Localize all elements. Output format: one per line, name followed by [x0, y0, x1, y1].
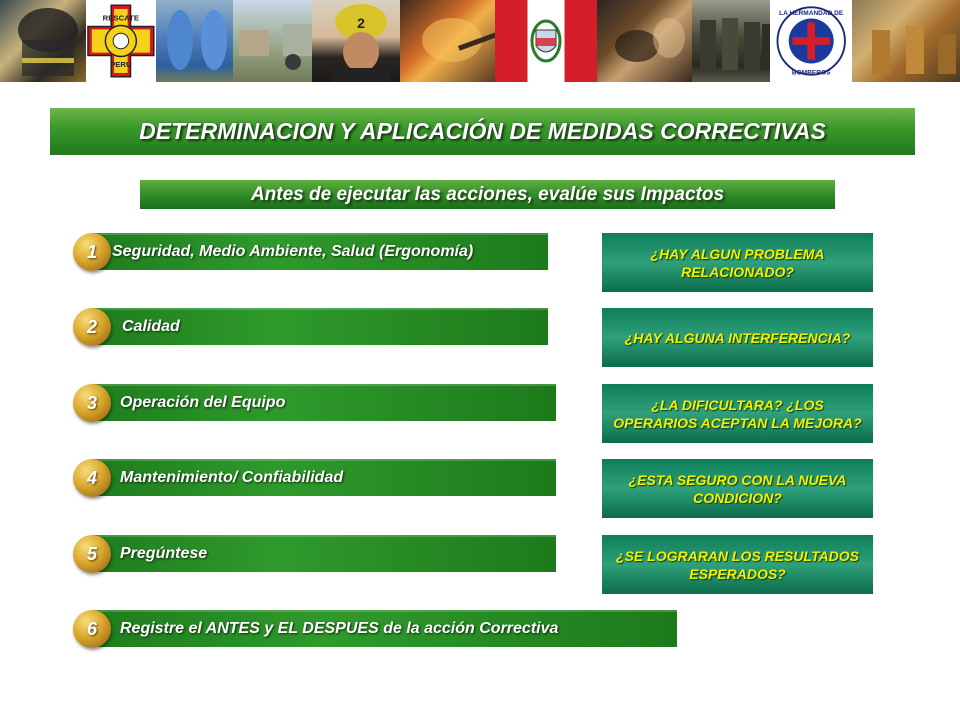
banner-hazmat-photo	[156, 0, 233, 82]
item-number-badge-5: 5	[73, 535, 111, 573]
photo-banner	[0, 0, 960, 82]
item-bar-3	[92, 384, 556, 421]
banner-firefighter-portrait	[312, 0, 401, 82]
peru-coat-of-arms-icon	[526, 16, 566, 66]
banner-fire-crew-photo	[852, 0, 960, 82]
firefighter-crew-icon	[692, 0, 770, 82]
title-bar	[50, 108, 915, 155]
banner-firefighter-photo	[0, 0, 86, 82]
hermandad-badge-bottom-text: BOMBEROS	[791, 69, 831, 77]
item-label-4: Mantenimiento/ Confiabilidad	[120, 468, 344, 486]
item-number-badge-3: 3	[73, 384, 111, 422]
street-scene-icon	[233, 0, 312, 82]
question-box-2	[602, 308, 873, 367]
item-bar-4	[92, 459, 556, 496]
banner-fire-painting	[400, 0, 495, 82]
page-title: DETERMINACION Y APLICACIÓN DE MEDIDAS CORRECTIVAS	[139, 118, 826, 144]
item-label-3: Operación del Equipo	[120, 393, 286, 411]
banner-rescate-badge	[86, 0, 156, 82]
item-label-2: Calidad	[122, 317, 180, 335]
page-subtitle: Antes de ejecutar las acciones, evalúe sus Impactos	[250, 183, 725, 205]
question-box-1	[602, 233, 873, 292]
banner-hermandad-badge	[770, 0, 852, 82]
hermandad-badge-top-text: LA HERMANDAD DE	[778, 9, 844, 17]
question-box-5	[602, 535, 873, 594]
rescate-badge-top-text: RESCATE	[102, 13, 140, 23]
question-text-1: ¿HAY ALGUN PROBLEMA RELACIONADO?	[650, 245, 825, 280]
rescate-cross-badge-icon	[86, 2, 156, 80]
item-label-6: Registre el ANTES y EL DESPUES de la acción Correctiva	[120, 619, 559, 637]
firefighter-portrait-icon	[312, 0, 401, 82]
hermandad-bomberos-badge-icon	[770, 1, 852, 81]
rescue-operation-icon	[597, 0, 692, 82]
banner-crew-photo	[692, 0, 770, 82]
question-text-5: ¿SE LOGRARAN LOS RESULTADOS ESPERADOS?	[616, 547, 859, 582]
helmet-number-text: 2	[356, 15, 365, 31]
question-text-2: ¿HAY ALGUNA INTERFERENCIA?	[624, 329, 851, 346]
banner-rescue-photo	[597, 0, 692, 82]
item-bar-1	[92, 233, 548, 270]
fire-crew-working-icon	[852, 0, 960, 82]
question-text-3: ¿LA DIFICULTARA? ¿LOS OPERARIOS ACEPTAN LA MEJORA?	[613, 396, 862, 431]
item-bar-2	[92, 308, 548, 345]
banner-peru-flag	[495, 0, 596, 82]
fire-scene-icon	[400, 0, 495, 82]
item-label-1: Seguridad, Medio Ambiente, Salud (Ergonomía)	[112, 242, 474, 260]
hazmat-suits-icon	[156, 0, 233, 82]
item-number-badge-6: 6	[73, 610, 111, 648]
item-label-5: Pregúntese	[120, 544, 208, 562]
banner-street-photo	[233, 0, 312, 82]
subtitle-bar	[140, 180, 835, 209]
item-bar-6	[92, 610, 677, 647]
item-bar-5	[92, 535, 556, 572]
question-box-4	[602, 459, 873, 518]
item-number-badge-1: 1	[73, 233, 111, 271]
item-number-badge-2: 2	[73, 308, 111, 346]
item-number-badge-4: 4	[73, 459, 111, 497]
question-box-3	[602, 384, 873, 443]
question-text-4: ¿ESTA SEGURO CON LA NUEVA CONDICION?	[628, 471, 847, 506]
rescate-badge-bottom-text: PERU	[110, 60, 132, 70]
firefighter-helmet-icon	[0, 0, 86, 82]
